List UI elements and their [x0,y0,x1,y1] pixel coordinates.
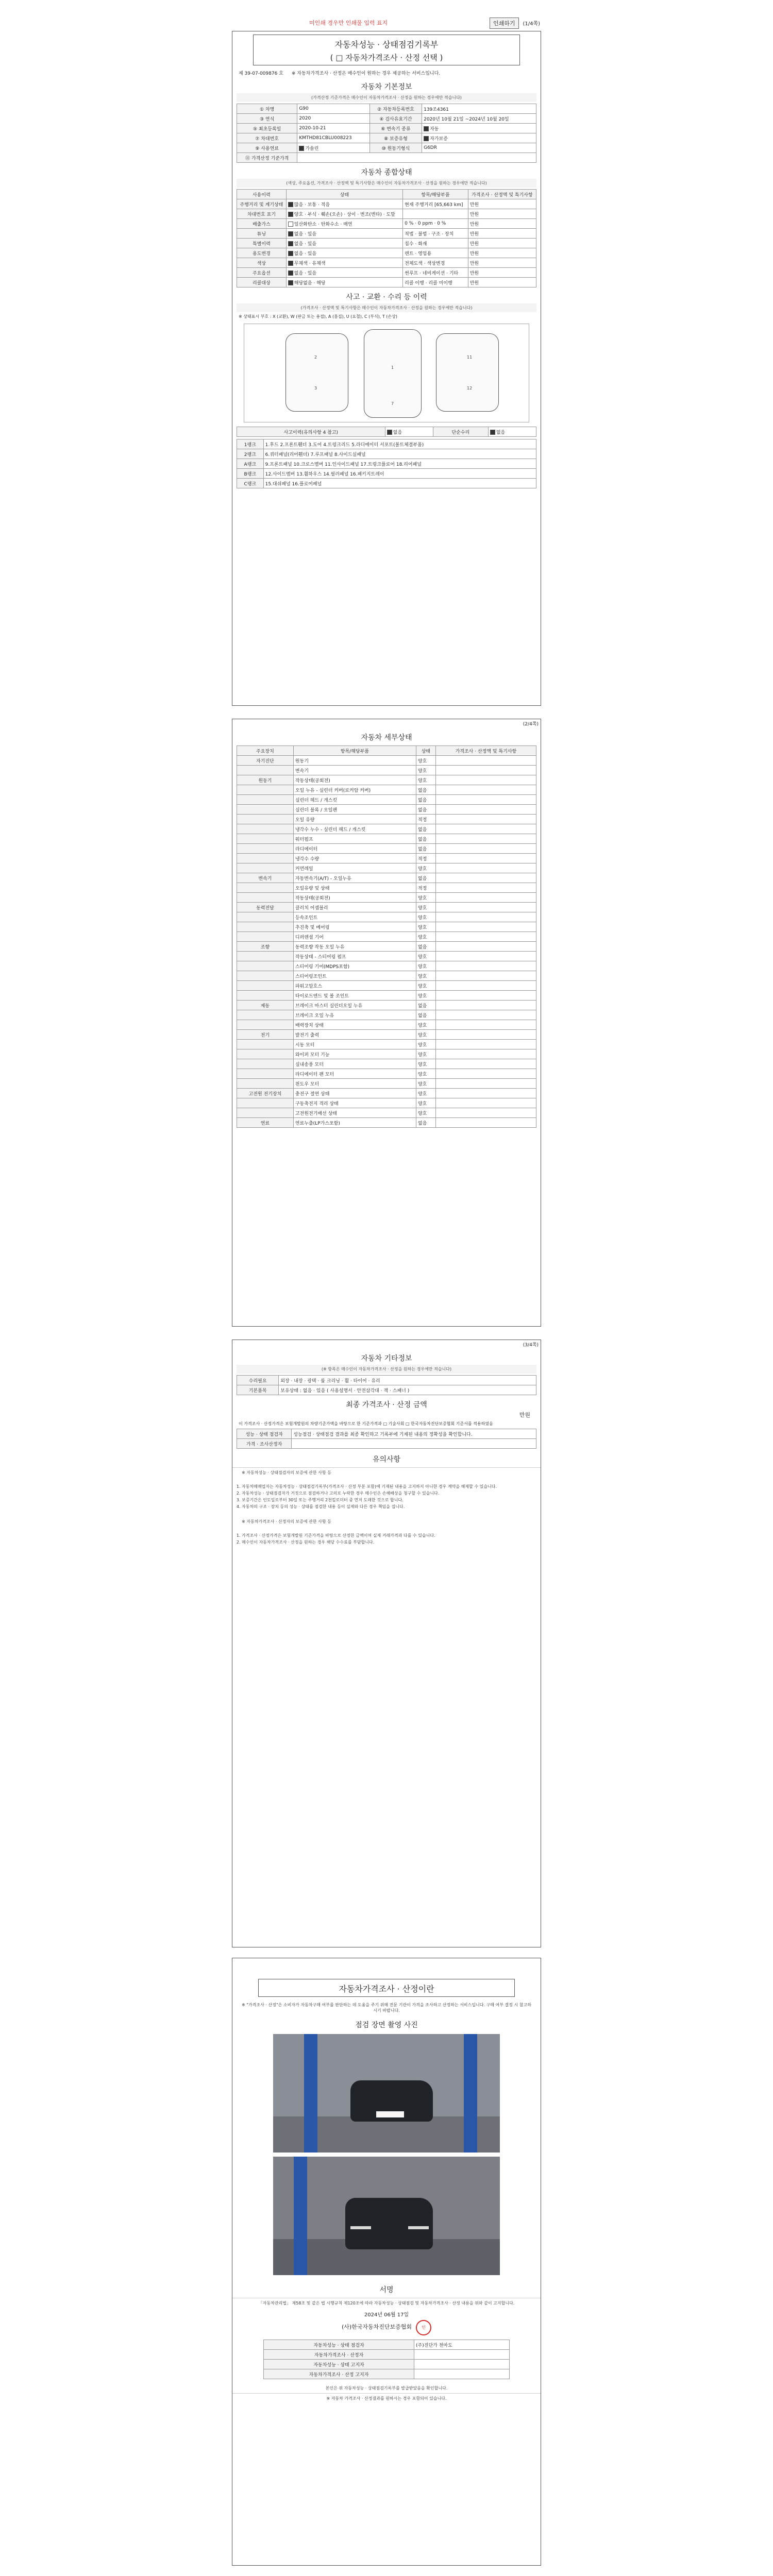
car-diagram: 2 3 1 7 11 12 [244,324,529,422]
detail-status-title: 자동차 세부상태 [361,734,412,742]
overall-status-table: 사용이력 상태 항목/해당부품 가격조사 · 산정액 및 특기사항 주행거리 및 계기상태 많음 · 보통 · 적음 현재 주행거리 [65,663 km] 만원 차대번호 표기 양호 · 부식 · 훼손(오손) · 상이 · 변조(변타) · 도말 만원 배출가스 일산화탄소 · 탄화수소 · 매연 0 % · 0 ppm · 0 % 만원 튜닝 없음 · 있음 적법 · 불법 · 구조 · 장치 만원 특별이력 없음 · 있음 침수 · 화재 만원 용도변경 없음 · 있음 렌트 · 영업용 만원 색상 무채색 · 유채색 전체도색 · 색상변경 만원 주요옵션 없음 · 있음 썬루프 · 네비게이션 · 기타 만원 리콜대상 해당없음 · 해당 리콜 이행 · 리콜 미이행 만원 [237,189,536,287]
table-row: 타이로드엔드 및 볼 조인트 양호 [237,991,536,1001]
list-item: 4. 자동차의 구조 · 장치 등의 성능 · 상태를 점검한 내용 등이 실제와 다른 경우 책임을 집니다. [242,1504,531,1510]
signature-date: 2024년 06월 17일 [364,2312,409,2318]
print-notice: 미인쇄 경우만 인쇄물 입력 표지 [309,20,388,26]
table-row: 라디에이터 없음 [237,844,536,854]
table-row: 수리필요 외장 · 내장 · 광택 · 룸 크리닝 · 휠 · 타이어 · 유리 [237,1376,536,1385]
table-row: 구동축전지 격리 상태 양호 [237,1098,536,1108]
notes-list-1 [232,1482,541,1513]
table-row: 전기 발전기 출력 양호 [237,1030,536,1040]
table-row: 주요옵션 없음 · 있음 썬루프 · 네비게이션 · 기타 만원 [237,268,536,278]
etc-info-note: (※ 항목은 매수인이 자동차가격조사 · 산정을 원하는 경우에만 적습니다) [237,1365,536,1374]
table-row: ③ 연식 2020 ④ 검사유효기간 2020년 10월 21일 ~2024년 10월 20일 [237,114,536,124]
table-row: 실내송풍 모터 양호 [237,1059,536,1069]
table-row: 냉각수 수량 적정 [237,854,536,863]
photo-section-title: 점검 장면 촬영 사진 [355,2021,418,2029]
table-row: 색상 무채색 · 유채색 전체도색 · 색상변경 만원 [237,258,536,268]
signature-law: 「자동차관리법」 제58조 및 같은 법 시행규칙 제120조에 따라 자동차성능 · 상태점검 및 자동차가격조사 · 산정 내용을 위와 같이 고지합니다. [258,2301,515,2306]
overall-status-title: 자동차 종합상태 [361,168,412,177]
table-row: 원동기 작동상태(공회전) 양호 [237,775,536,785]
table-row: 배력장치 상태 양호 [237,1020,536,1030]
table-row: ① 차명 G90 ② 자동차등록번호 139조4361 [237,104,536,114]
table-row: 자기진단 원동기 양호 [237,756,536,766]
table-row: 커먼레일 양호 [237,863,536,873]
seal-stamp-icon: 인 [416,2320,431,2335]
list-item: 2. 자동차성능 · 상태점검자가 거짓으로 점검하거나 고의로 누락한 경우 매수인은 손해배상을 청구할 수 있습니다. [242,1490,531,1496]
sheet-page-2 [232,719,541,1327]
final-price-title: 최종 가격조사 · 산정 금액 [346,1401,427,1409]
final-sign-table [237,1429,536,1449]
table-row: 차대번호 표기 양호 · 부식 · 훼손(오손) · 상이 · 변조(변타) · 도말 만원 [237,209,536,219]
table-row: 자동차가격조사 · 산정 고지자 [264,2369,510,2379]
table-row: C랭크 15.대쉬패널 16.플로어패널 [237,479,536,488]
table-row: 배출가스 일산화탄소 · 탄화수소 · 매연 0 % · 0 ppm · 0 % 만원 [237,219,536,229]
table-row: 시동 모터 양호 [237,1040,536,1049]
list-item: 1. 가격조사 · 산정가격은 보험개발원 기준가격을 바탕으로 산정한 금액이며 실제 거래가격과 다를 수 있습니다. [242,1533,531,1538]
table-row: 기본품목 보유상태 : 없음 · 있음 ( 사용설명서 · 안전삼각대 · 잭 · 스패너 ) [237,1385,536,1395]
page-number: (1/4쪽) [523,21,540,27]
status-legend: ※ 상태표시 부호 : X (교환), W (판금 또는 용접), A (흠집), U (요철), C (부식), T (손상) [239,314,398,319]
list-item: 2. 매수인이 자동차가격조사 · 산정을 원하는 경우 해당 수수료를 부담합니다. [242,1539,531,1545]
notes-head-1: ※ 자동차성능 · 상태점검자의 보증에 관한 사항 등 [242,1470,331,1475]
document-title: 자동차성능 · 상태점검기록부 [334,40,439,49]
table-row: 제동 브레이크 마스터 실린더오일 누유 없음 [237,1001,536,1010]
table-row: 파워고압호스 양호 [237,981,536,991]
page-number-2: (2/4쪽) [523,722,539,727]
table-row: 자동차가격조사 · 산정자 [264,2350,510,2360]
table-row: 용도변경 없음 · 있음 렌트 · 영업용 만원 [237,248,536,258]
table-row: 리콜대상 해당없음 · 해당 리콜 이행 · 리콜 미이행 만원 [237,278,536,287]
final-desc: 이 가격조사 · 산정가격은 보험개발원의 차량기준가액을 바탕으로 한 기준가격과 □ 기술사회 □ 한국자동차진단보증협회 기준서를 적용하였음 [239,1421,493,1426]
table-row: 스티어링조인트 양호 [237,971,536,981]
consent-body: ※ "가격조사 · 산정"은 소비자가 자동차구매 여부를 판단하는 데 도움을 주기 위해 전문 기관이 가격을 조사하고 산정하는 서비스입니다. 구매 여부 결정 시 참고하시기 바랍니다. [242,2003,531,2013]
accident-history-title: 사고 · 교환 · 수리 등 이력 [346,293,427,301]
table-row: 변속기 자동변속기(A/T) - 오일누유 없음 [237,873,536,883]
table-row: 냉각수 누수 - 실린더 헤드 / 개스킷 없음 [237,824,536,834]
accident-summary-table [237,427,536,437]
table-row: 작동상태(공회전) 양호 [237,893,536,903]
table-row: 스티어링 기어(MDPS포함) 양호 [237,961,536,971]
table-row: 윈도우 모터 양호 [237,1079,536,1089]
table-row: 사고이력(유의사항 4 참고) 없음 단순수리 없음 [237,427,536,437]
table-row: 특별이력 없음 · 있음 침수 · 화재 만원 [237,239,536,248]
print-button[interactable]: 인쇄하기 [490,18,519,29]
table-row: 주행거리 및 계기상태 많음 · 보통 · 적음 현재 주행거리 [65,663 km] 만원 [237,199,536,209]
table-row: 와이퍼 모터 기능 양호 [237,1049,536,1059]
basic-info-title: 자동차 기본정보 [361,83,412,91]
sheet-page-1 [232,31,541,706]
table-row: ⑨ 사용연료 가솔린 ⑩ 원동기형식 G6DR [237,143,536,153]
table-row: 라디에이터 팬 모터 양호 [237,1069,536,1079]
table-row: 자동차성능 · 상태 고지자 [264,2360,510,2369]
basic-info-table [237,104,536,163]
table-row: 성능 · 상태 점검자 성능점검 · 상태점검 결과를 최종 확인하고 기록부에 기재된 내용의 정확성을 확인합니다. [237,1429,536,1439]
etc-info-table [237,1375,536,1395]
table-row: 추진축 및 베어링 양호 [237,922,536,932]
table-row: A랭크 9.프론트패널 10.크로스멤버 11.인사이드패널 17.트렁크플로어 18.리어패널 [237,459,536,469]
consent-title: 자동차가격조사 · 산정이란 [339,1984,434,1994]
signature-title: 서명 [232,2279,541,2298]
consent-box [258,1979,515,1997]
sheet-page-3 [232,1340,541,1947]
notes-head-2: ※ 자동차가격조사 · 산정자의 보증에 관한 사항 등 [242,1519,331,1524]
table-row: 디퍼렌셜 기어 양호 [237,932,536,942]
table-row: 등속조인트 양호 [237,912,536,922]
table-row: 가격 · 조사산정자 [237,1439,536,1449]
table-row: 오일 유량 적정 [237,815,536,824]
overall-status-note: (색상, 주요옵션, 가격조사 · 산정액 및 특기사항은 매수인이 자동차가격조사 · 산정을 원하는 경우에만 적습니다) [237,179,536,188]
table-row: B랭크 12.사이드멤버 13.휠하우스 14.필러패널 16.패키지트레이 [237,469,536,479]
table-row: 고전원 전기장치 충전구 절연 상태 양호 [237,1089,536,1098]
table-row: ⑤ 최초등록일 2020-10-21 ⑥ 변속기 종류 자동 [237,124,536,133]
table-row: 작동상태 - 스티어링 펌프 양호 [237,952,536,961]
table-row: 실린더 블록 / 오일팬 없음 [237,805,536,815]
table-row: ⑪ 가격산정 기준가격 [237,153,536,163]
notes-list-2 [232,1531,541,1548]
inspection-photo-1 [273,2034,500,2153]
top-toolbar [232,16,541,32]
signature-bottom: ※ 자동차 가격조사 · 산정결과를 원하시는 경우 포함되어 있습니다. [232,2393,541,2403]
document-header [253,35,520,65]
final-amount: 만원 [519,1412,530,1418]
table-row: ⑦ 차대번호 KMTHD81CBLU008223 ⑧ 보증유형 자가보증 [237,133,536,143]
notes-title: 유의사항 [232,1449,541,1468]
signature-table [263,2340,510,2379]
table-row: 조향 동력조향 작동 오일 누유 없음 [237,942,536,952]
table-row: 오일유량 및 상태 적정 [237,883,536,893]
etc-info-title: 자동차 기타정보 [361,1354,412,1363]
car-top-left-icon [285,333,348,412]
document-subtitle: ( □ 자동차가격조사 · 산정 선택 ) [330,53,443,62]
car-top-right-icon [436,333,499,412]
page-number-3: (3/4쪽) [523,1343,539,1348]
basic-info-note: (가격산정 기준가격은 매수인이 자동차가격조사 · 산정을 원하는 경우에만 적습니다) [237,93,536,102]
table-row: 동력전달 클러치 어셈블리 양호 [237,903,536,912]
list-item: 3. 보증기간은 인도일로부터 30일 또는 주행거리 2천킬로미터 중 먼저 도래한 것으로 합니다. [242,1497,531,1503]
table-row: 2랭크 6.쿼터패널(리어휀더) 7.루프패널 8.사이드실패널 [237,449,536,459]
header-notice: ※ 자동차가격조사 · 산정은 매수인이 원하는 경우 제공하는 서비스입니다. [291,71,441,76]
signature-footer: 본인은 위 자동차성능 · 상태점검기록부를 발급받았음을 확인합니다. [325,2386,448,2391]
signature-company: (사)한국자동차진단보증협회 인 [232,2320,541,2335]
table-row: 오일 누유 - 실린더 커버(로커암 커버) 없음 [237,785,536,795]
table-row: 실린더 헤드 / 개스킷 없음 [237,795,536,805]
table-row: 고전원전기배선 상태 양호 [237,1108,536,1118]
inspection-photo-2 [273,2157,500,2275]
detail-status-table: 주요장치 항목/해당부품 상태 가격조사 · 산정액 및 특기사항 자기진단 원동기 양호 변속기 양호 원동기 작동상태(공회전) 양호 오일 누유 - 실린더 커버(로커암 커버) 없음 실린더 헤드 / 개스킷 없음 실린더 블록 / 오일팬 없음 오일 유량 적정 냉각수 누수 - 실린더 헤드 / 개스킷 없음 워터펌프 없음 라디에이터 없음 냉각수 수량 적정 커먼레일 양호 변속기 자동변속기(A/T) - 오일누유 없음 오일유량 및 상태 적정 작동상태(공회전) 양호 동력전달 클러치 어셈블리 양호 등속조인트 양호 추진축 및 베어링 양호 디퍼렌셜 기어 양호 조향 동력조향 작동 오일 누유 없음 작동상태 - 스티어링 펌프 양호 스티어링 기어(MDPS포함) 양호 스티어링조인트 양호 파워고압호스 양호 타이로드엔드 및 볼 조인트 양호 제동 브레이크 마스터 실린더오일 누유 없음 브레이크 오일 누유 없음 배력장치 상태 양호 전기 발전기 출력 양호 시동 모터 양호 와이퍼 모터 기능 양호 실내송풍 모터 양호 라디에이터 팬 모터 양호 윈도우 모터 양호 고전원 전기장치 충전구 절연 상태 양호 구동축전지 격리 상태 양호 고전원전기배선 상태 양호 연료 연료누출(LP가스포함) 없음 [237,745,536,1128]
sheet-page-4 [232,1958,541,2566]
table-row: 변속기 양호 [237,766,536,775]
table-row: 1랭크 1.후드 2.프론트휀더 3.도어 4.트렁크리드 5.라디에이터 서포트(볼트체결부품) [237,439,536,449]
list-item: 1. 자동차매매업자는 자동차성능 · 상태점검기록부(가격조사 · 산정 부분 포함)에 기재된 내용을 고지하지 아니한 경우 계약을 해제할 수 있습니다. [242,1484,531,1489]
table-row: 브레이크 오일 누유 없음 [237,1010,536,1020]
accident-tier-table [237,439,536,488]
table-row: 워터펌프 없음 [237,834,536,844]
table-row: 튜닝 없음 · 있음 적법 · 불법 · 구조 · 장치 만원 [237,229,536,239]
form-number: 제 39-07-009876 호 [239,71,283,76]
table-row: 연료 연료누출(LP가스포함) 없음 [237,1118,536,1128]
accident-history-note: (가격조사 · 산정액 및 특기사항은 매수인이 자동차가격조사 · 산정을 원하는 경우에만 적습니다) [237,303,536,312]
table-row: 자동차성능 · 상태 점검자 (주)진단가 천마도 [264,2340,510,2350]
